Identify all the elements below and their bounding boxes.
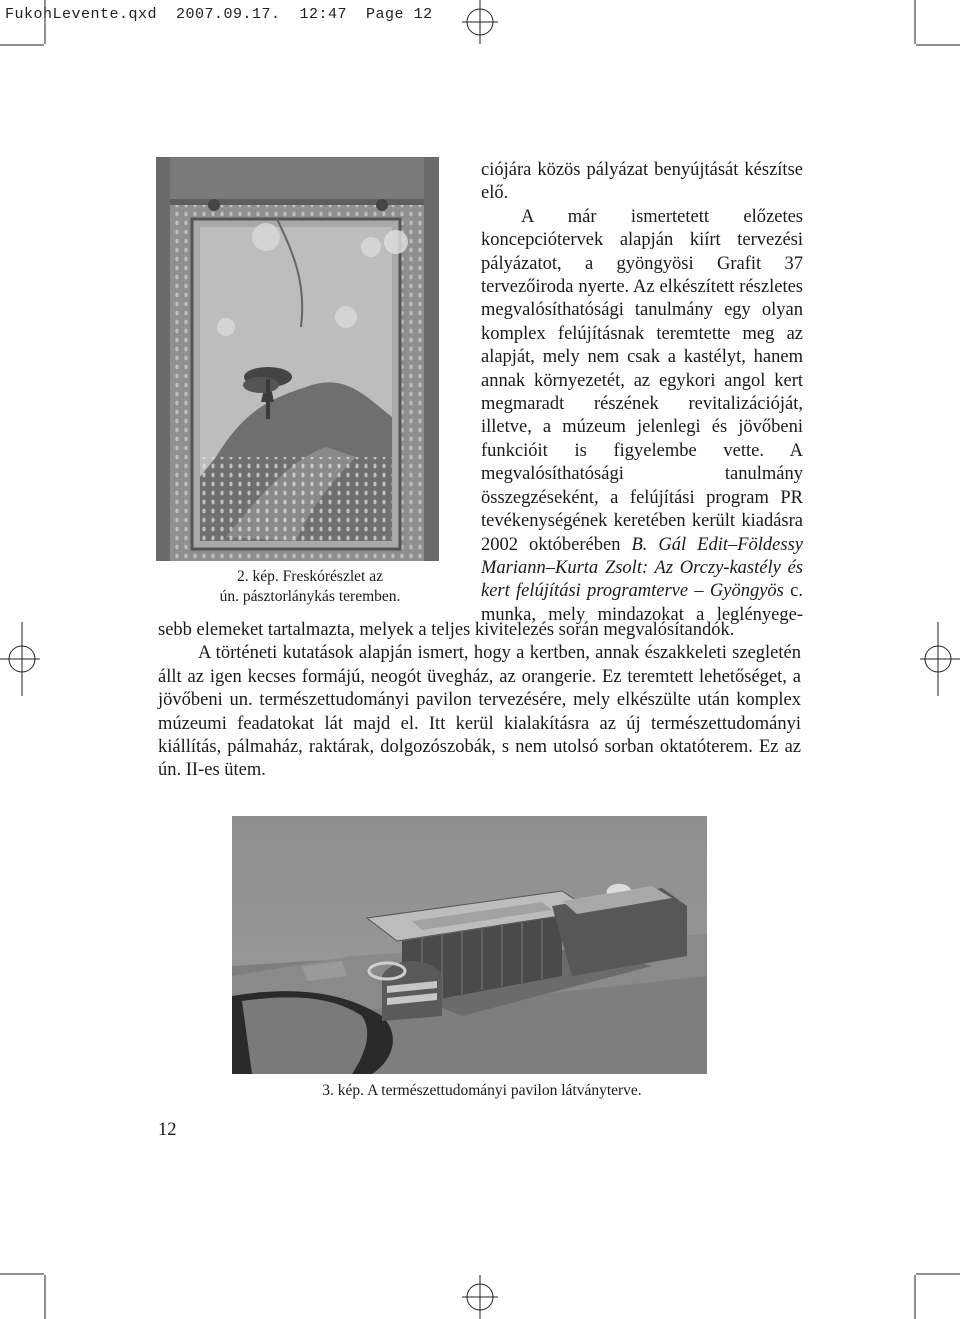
full-width-text xyxy=(158,619,801,783)
print-slug: FukohLevente.qxd 2007.09.17. 12:47 Page 12 xyxy=(5,6,433,23)
paragraph-2 xyxy=(481,206,803,627)
paragraph-2-citation: B. Gál Edit–Földessy Mariann–Kurta Zsolt: Az Orczy-kastély és kert felújítási programterve – Gyöngyös xyxy=(481,534,803,602)
right-column-text xyxy=(481,159,803,627)
figure-2-caption-line-1: 2. kép. Freskórészlet az xyxy=(237,568,383,585)
fresco-photo xyxy=(156,157,439,561)
figure-3-caption: 3. kép. A természettudományi pavilon látványterve. xyxy=(322,1082,642,1099)
figure-2-caption-line-2: ún. pásztorlánykás teremben. xyxy=(219,588,401,605)
pavilion-rendering xyxy=(232,816,707,1074)
paragraph-2-text-b: c. munka, mely mindazokat a leglényege- xyxy=(481,581,803,625)
paragraph-2-text-a: A már ismertetett előzetes koncepciótervek alapján kiírt tervezési pályázatot, a gyöngyösi Grafit 37 tervezőiroda nyerte. Az elkészített részletes megvalósíthatósági tanulmány egy olyan komplex felújításnak teremtette meg az alapját, mely nem csak a kastélyt, hanem annak környezetét, az egykori angol kert megmaradt részének revitalizációját, illetve, a múzeum jelenlegi és jövőbeni funkcióit is figyelembe vette. A megvalósíthatósági tanulmány összegzéseként, a felújítási program PR tevékenységének keretében került kiadásra 2002 októberében xyxy=(481,206,803,555)
paragraph-3: A történeti kutatások alapján ismert, hogy a kertben, annak északkeleti szegletén állt az igen kecses formájú, neogót üvegház, az orangerie. Ez teremtett lehetőséget, a jövőbeni un. természettudományi pavilon tervezésére, mely elkészülte után komplex múzeumi feadatokat lát majd el. Itt kerül kialakításra az új természettudományi kiállítás, pálmaház, raktárak, dolgozószobák, s nem utolsó sorban oktatóterem. Ez az ún. II-es ütem. xyxy=(158,643,801,781)
paragraph-1: ciójára közös pályázat benyújtását készítse elő. xyxy=(481,160,803,204)
figure-2-caption xyxy=(160,567,460,607)
page-number: 12 xyxy=(158,1120,177,1140)
paragraph-2-continuation: sebb elemeket tartalmazta, melyek a teljes kivitelezés során megvalósítandók. xyxy=(158,620,735,640)
